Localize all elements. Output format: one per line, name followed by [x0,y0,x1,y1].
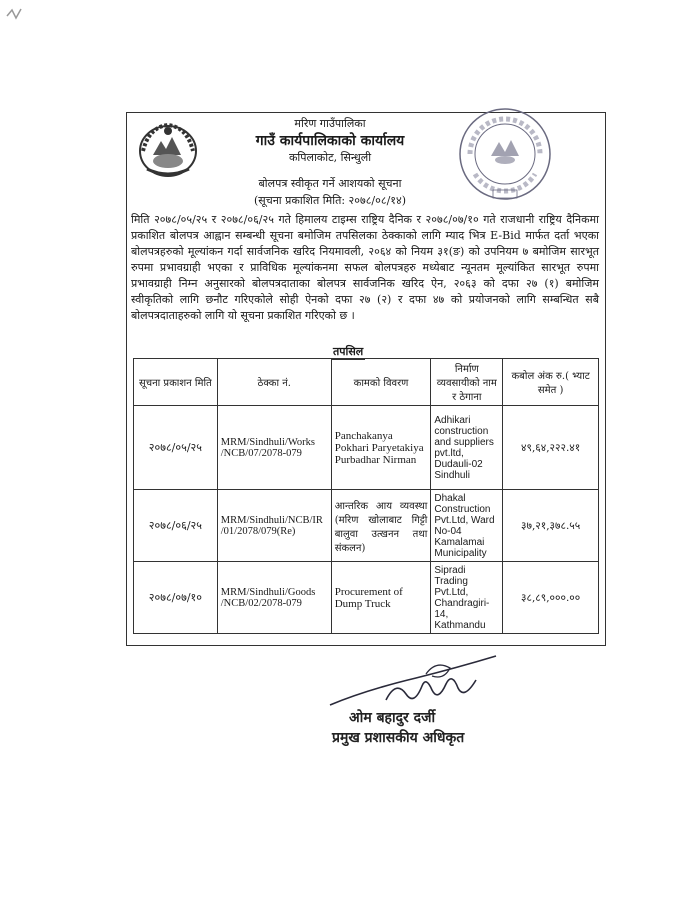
row-contract: MRM/Sindhuli/NCB/IR /01/2078/079(Re) [217,490,331,562]
row-amount: ३८,८९,०००.०० [503,562,599,634]
signatory-title: प्रमुख प्रशासकीय अधिकृत [332,730,465,746]
scan-mark-icon [4,4,26,26]
row-contract: MRM/Sindhuli/Works /NCB/07/2078-079 [217,406,331,490]
row-amount: ३७,२१,३७८.५५ [503,490,599,562]
row-date: २०७८/०५/२५ [134,406,218,490]
notice-body: मिति २०७८/०५/२५ र २०७८/०६/२५ गते हिमालय टाइम्स राष्ट्रिय दैनिक र २०७८/०७/१० गते राजधानी राष्ट्रिय दैनिकमा प्रकाशित बोलपत्र आह्वान सम्बन्धी सूचना बमोजिम तपसिलका ठेक्काको लागि म्याद भित्र E-Bid मार्फत दर्ता भएका बोलपत्रहरुको मूल्यांकन गर्दा सार्वजनिक खरिद नियमावली, २०६४ को नियम ३१(ङ) को उपनियम ७ बमोजिम सारभूत रुपमा प्रभावग्राही भएका र प्राविधिक मूल्यांकनमा सफल बोलपत्रहरु मध्येबाट न्यूनतम मूल्यांकित सारभूत रुपमा प्रभावग्राही निम्न अनुसारको बोलपत्रदाताका बोलपत्र सार्वजनिक खरिद ऐन, २०६३ को दफा २७ (१) बमोजिम स्वीकृतिको लागि छनौट गरिएकोले सोही ऐनको दफा २७ (२) र दफा ४७ को प्रयोजनको लागि सम्बन्धित सबै बोलपत्रदाताहरुको लागि यो सूचना प्रकाशित गरिएको छ । [131,213,599,322]
table-header-row [134,359,599,406]
header-contractor: निर्माण व्यवसायीको नाम र ठेगाना [431,359,503,406]
row-date: २०७८/०६/२५ [134,490,218,562]
notice-title: बोलपत्र स्वीकृत गर्ने आशयको सूचना [258,177,402,190]
row-work: आन्तरिक आय व्यवस्था (मरिण खोलाबाट गिट्टी बालुवा उत्खनन तथा संकलन) [331,490,431,562]
office-stamp-icon [455,104,555,204]
municipality-name: मरिण गाउँपालिका [294,117,366,130]
table-row [134,562,599,634]
award-table [133,358,599,634]
table-title: तपसिल [333,345,364,358]
row-date: २०७८/०७/१० [134,562,218,634]
header-work-description: कामको विवरण [331,359,431,406]
publish-date: (सूचना प्रकाशित मिति: २०७८/०८/१४) [253,194,407,207]
nepal-emblem-icon [135,117,201,179]
signatory-name: ओम बहादुर दर्जी [349,710,436,726]
table-row [134,406,599,490]
office-name: गाउँ कार्यपालिकाको कार्यालय [255,133,405,149]
row-contractor: Adhikari construction and suppliers pvt.ltd, Dudauli-02 Sindhuli [431,406,503,490]
header-bid-amount: कबोल अंक रु.( भ्याट समेत ) [503,359,599,406]
row-contractor: Sipradi Trading Pvt.Ltd, Chandragiri-14, Kathmandu [431,562,503,634]
header-contract-no: ठेक्का नं. [217,359,331,406]
table-row [134,490,599,562]
header-publish-date: सूचना प्रकाशन मिति [134,359,218,406]
signature-icon [326,650,506,710]
row-contract: MRM/Sindhuli/Goods /NCB/02/2078-079 [217,562,331,634]
row-work: Procurement of Dump Truck [331,562,431,634]
row-work: Panchakanya Pokhari Paryetakiya Purbadhar Nirman [331,406,431,490]
office-address: कपिलाकोट, सिन्धुली [288,151,372,164]
row-contractor: Dhakal Construction Pvt.Ltd, Ward No-04 Kamalamai Municipality [431,490,503,562]
row-amount: ४९,६४,२२२.४१ [503,406,599,490]
